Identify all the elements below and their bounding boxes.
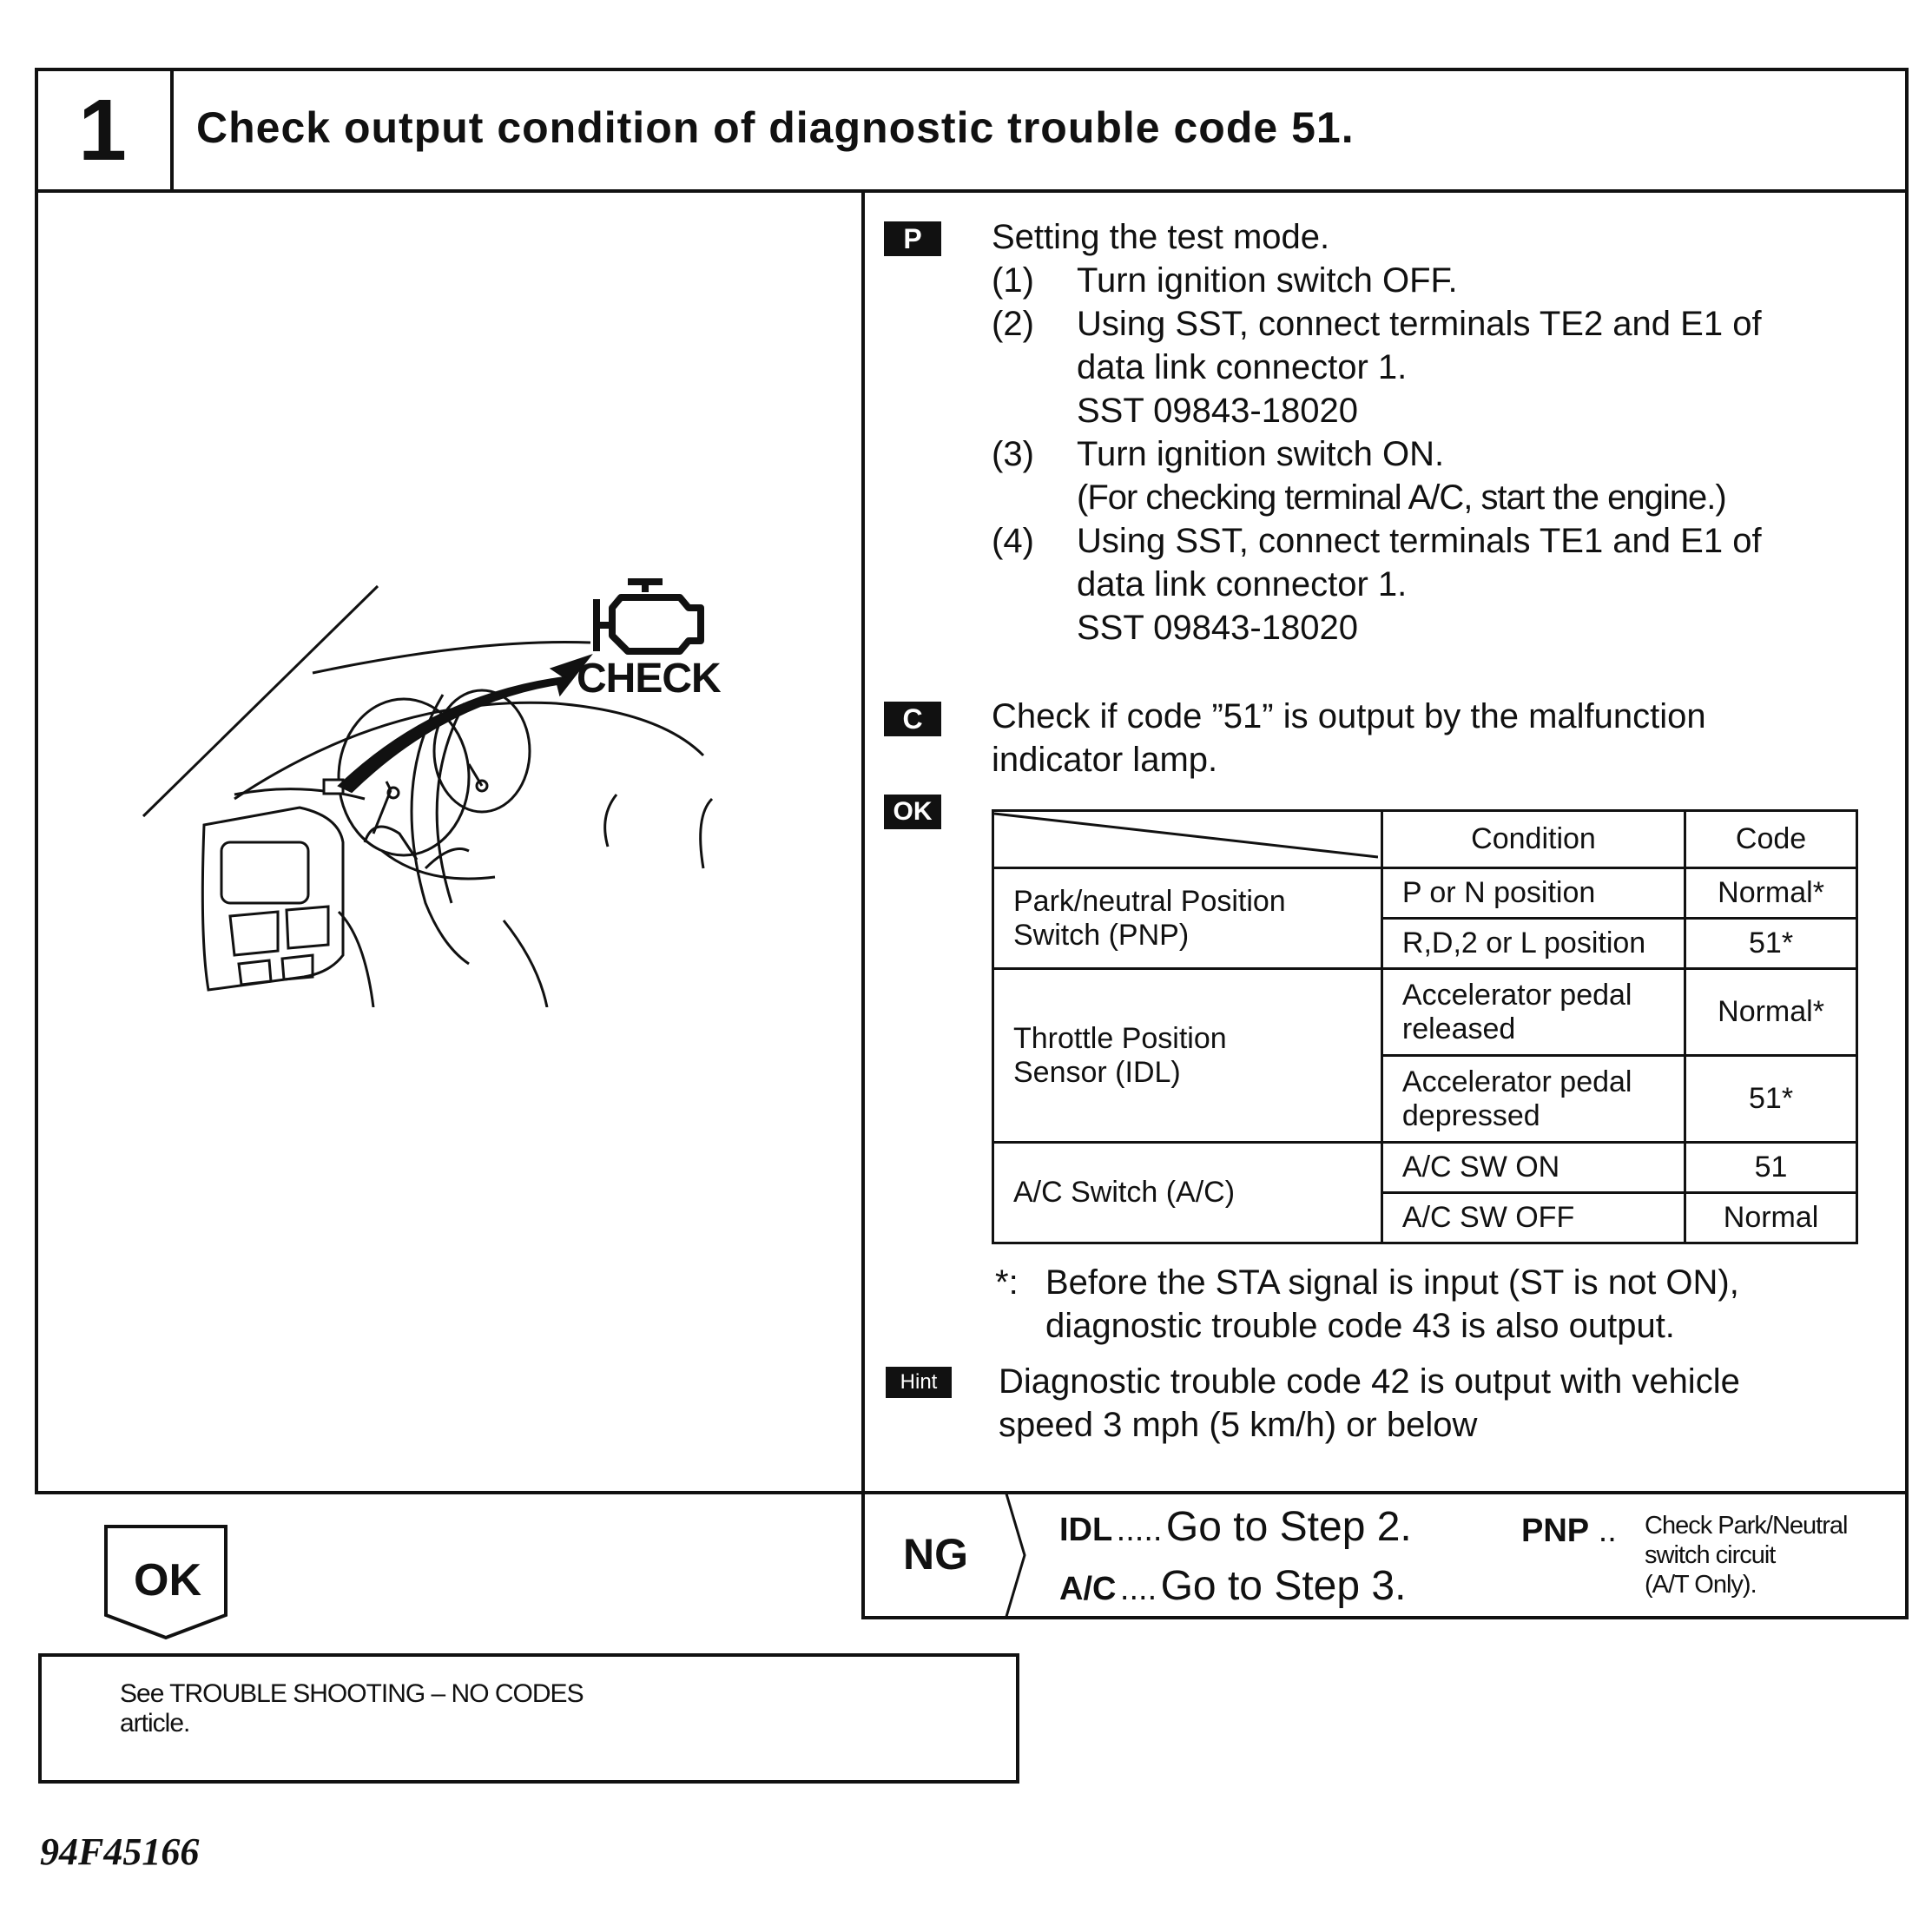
step-number: 1 <box>78 82 127 179</box>
hint-tag: Hint <box>886 1367 952 1398</box>
header-condition: Condition <box>1381 811 1685 868</box>
item-line: A/C Switch (A/C) <box>1013 1176 1236 1209</box>
condition-cell: A/C SW ON <box>1381 1143 1685 1193</box>
table-row <box>993 1143 1857 1193</box>
ng-pnp-key <box>1521 1509 1617 1553</box>
footnote-line: diagnostic trouble code 43 is also output. <box>1045 1307 1675 1345</box>
condition-cell: P or N position <box>1381 868 1685 919</box>
condition-line: depressed <box>1401 1098 1540 1132</box>
step-line: (For checking terminal A/C, start the engine.) <box>1077 478 1726 517</box>
code-cell: 51 <box>1685 1143 1857 1193</box>
item-cell <box>993 868 1382 969</box>
ng-pnp-text <box>1645 1511 1847 1599</box>
footnote-line: Before the STA signal is input (ST is not ON), <box>1045 1263 1739 1302</box>
header-code: Code <box>1685 811 1857 868</box>
figure-id: 94F45166 <box>40 1830 200 1873</box>
ng-chevron <box>999 1491 1033 1619</box>
item-cell <box>993 1143 1382 1243</box>
condition-cell <box>1381 969 1685 1056</box>
item-cell <box>993 969 1382 1143</box>
step-num: (2) <box>992 305 1034 343</box>
footnote-mark: *: <box>995 1263 1019 1302</box>
code-cell: Normal* <box>1685 868 1857 919</box>
ng-label: NG <box>903 1530 968 1579</box>
step-line: Using SST, connect terminals TE2 and E1 of <box>1077 305 1762 343</box>
step-line: SST 09843-18020 <box>1077 609 1358 647</box>
step-line: SST 09843-18020 <box>1077 392 1358 430</box>
table-row <box>993 969 1857 1056</box>
body-divider <box>861 189 865 1494</box>
step-num: (1) <box>992 261 1034 300</box>
c-line: Check if code ”51” is output by the malfunction <box>992 697 1706 735</box>
ok-result-line: article. <box>120 1709 190 1738</box>
step-line: data link connector 1. <box>1077 348 1408 386</box>
condition-table <box>992 809 1858 1244</box>
c-instruction <box>992 695 1706 781</box>
ok-tag: OK <box>884 795 941 829</box>
procedure-step <box>992 432 1912 519</box>
item-line: Park/neutral Position <box>1013 884 1286 918</box>
table-row <box>993 868 1857 919</box>
header-divider <box>170 68 174 193</box>
code-cell: 51* <box>1685 919 1857 969</box>
ng-pnp-key-text: PNP <box>1521 1513 1590 1549</box>
p-heading: Setting the test mode. <box>992 218 1330 256</box>
ng-ac-text: Go to Step 3. <box>1160 1563 1407 1609</box>
hint-text <box>999 1360 1740 1447</box>
procedure-steps <box>992 259 1912 650</box>
condition-line: Accelerator pedal <box>1401 978 1632 1012</box>
code-cell: Normal* <box>1685 969 1857 1056</box>
table-header-row <box>993 811 1857 868</box>
step-line: Turn ignition switch ON. <box>1077 435 1445 473</box>
ok-label: OK <box>134 1555 201 1606</box>
step-num: (4) <box>992 522 1034 560</box>
c-line: indicator lamp. <box>992 741 1218 779</box>
p-tag: P <box>884 221 941 256</box>
table-corner-cell <box>993 811 1382 868</box>
c-tag: C <box>884 702 941 736</box>
ng-idl-key: IDL <box>1059 1512 1113 1548</box>
condition-cell: R,D,2 or L position <box>1381 919 1685 969</box>
code-cell: 51* <box>1685 1056 1857 1143</box>
item-line: Switch (PNP) <box>1013 918 1190 952</box>
check-lamp-label: CHECK <box>577 656 721 702</box>
ng-pnp-line: switch circuit <box>1645 1541 1776 1569</box>
procedure-step <box>992 302 1912 432</box>
check-engine-icon <box>586 573 716 660</box>
step-num: (3) <box>992 435 1034 473</box>
step-line: Turn ignition switch OFF. <box>1077 261 1458 300</box>
ng-pnp-line: Check Park/Neutral <box>1645 1512 1848 1540</box>
condition-line: Accelerator pedal <box>1401 1065 1632 1098</box>
hint-line: speed 3 mph (5 km/h) or below <box>999 1406 1478 1444</box>
item-line: Throttle Position <box>1013 1021 1227 1055</box>
ng-pnp-line: (A/T Only). <box>1645 1571 1757 1599</box>
ng-ac-line <box>1059 1560 1406 1623</box>
condition-cell: A/C SW OFF <box>1381 1193 1685 1243</box>
ng-ac-key: A/C <box>1059 1571 1117 1607</box>
hint-line: Diagnostic trouble code 42 is output with vehicle <box>999 1362 1740 1401</box>
step-line: data link connector 1. <box>1077 565 1408 603</box>
ng-pnp-dots: .. <box>1598 1513 1617 1549</box>
code-cell: Normal <box>1685 1193 1857 1243</box>
step-title: Check output condition of diagnostic trouble code 51. <box>196 103 1355 152</box>
condition-line: released <box>1401 1012 1516 1045</box>
item-line: Sensor (IDL) <box>1013 1055 1181 1089</box>
procedure-step <box>992 259 1912 302</box>
condition-cell <box>1381 1056 1685 1143</box>
ok-result-line: See TROUBLE SHOOTING – NO CODES <box>120 1679 584 1708</box>
diagonal-line <box>994 812 1378 859</box>
procedure-step <box>992 519 1912 650</box>
ng-idl-text: Go to Step 2. <box>1165 1504 1412 1550</box>
step-line: Using SST, connect terminals TE1 and E1 of <box>1077 522 1762 560</box>
footnote-text <box>1045 1261 1739 1348</box>
ok-result-text <box>120 1679 584 1738</box>
ng-idl-line <box>1059 1500 1412 1564</box>
ng-idl-dots: ..... <box>1116 1512 1163 1548</box>
ng-ac-dots: .... <box>1119 1571 1157 1607</box>
